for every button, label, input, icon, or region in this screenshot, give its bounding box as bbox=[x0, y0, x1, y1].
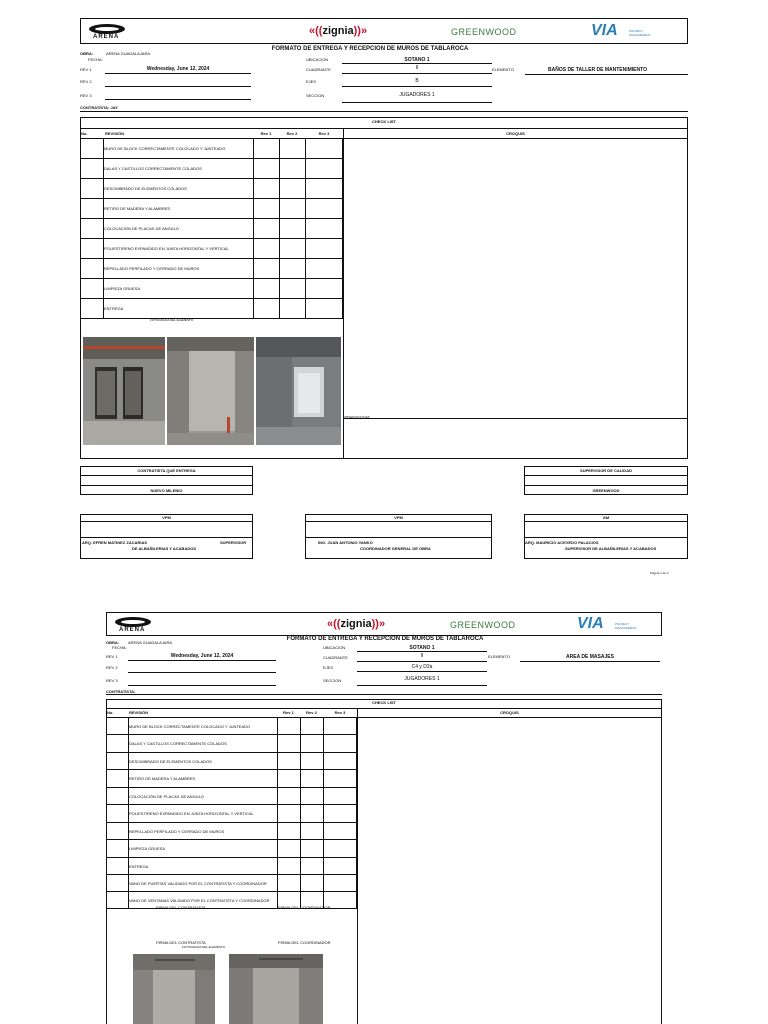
page-number: Página 1 de 4 bbox=[650, 571, 669, 575]
supervisor-calidad-value: GREENWOOD bbox=[592, 488, 620, 493]
zignia-logo-text: zignia bbox=[322, 25, 354, 37]
contratista-entrega-line1 bbox=[80, 475, 253, 476]
via-logo-sub2-2: MANAGEMENT bbox=[615, 626, 637, 630]
rev3-checkbox[interactable] bbox=[323, 858, 357, 875]
row-number-border bbox=[103, 259, 104, 279]
rev1-checkbox[interactable] bbox=[253, 299, 279, 319]
arena-logo-text: ARENA bbox=[93, 34, 120, 40]
fotos-label-2: FOTOGRAFÍA DEL ELEMENTO bbox=[182, 945, 226, 949]
checklist-title-line bbox=[80, 128, 688, 129]
checklist-item-label: DESCIMBRADO DE ELEMENTOS COLADOS bbox=[104, 186, 187, 191]
photo-4 bbox=[133, 954, 215, 1024]
row-number-border bbox=[103, 219, 104, 239]
rev3-checkbox[interactable] bbox=[305, 139, 343, 159]
obra-value-2: ARENA GUADALAJARA bbox=[128, 640, 173, 645]
checklist-row bbox=[80, 279, 343, 299]
rev3-checkbox[interactable] bbox=[305, 159, 343, 179]
checklist-item-label: RETIRO DE MADERA Y ALAMBRES bbox=[104, 206, 171, 211]
sig3-head: GM bbox=[602, 515, 610, 520]
elemento-line-2 bbox=[520, 661, 660, 662]
checklist-row bbox=[106, 753, 357, 770]
row-number-border bbox=[103, 299, 104, 319]
contratista-label-2: CONTRATISTA: bbox=[106, 689, 136, 694]
rev1-label: REV 1 bbox=[80, 67, 92, 72]
row-end-border bbox=[356, 753, 357, 770]
photo-5 bbox=[229, 954, 323, 1024]
fotos-label: FOTOGRAFÍA DEL ELEMENTO bbox=[150, 318, 194, 322]
rev2-checkbox[interactable] bbox=[279, 299, 305, 319]
row-number-border bbox=[128, 718, 129, 735]
photo-3 bbox=[256, 337, 341, 445]
rev1-checkbox[interactable] bbox=[253, 279, 279, 299]
row-end-border bbox=[356, 875, 357, 892]
row-number-border bbox=[128, 875, 129, 892]
cuadrante-value: II bbox=[415, 65, 419, 71]
greenwood-logo: GREENWOOD bbox=[451, 27, 517, 37]
row-end-border bbox=[342, 259, 343, 279]
checklist-row bbox=[80, 299, 343, 319]
rev3-checkbox[interactable] bbox=[323, 788, 357, 805]
zignia-logo-text-2: zignia bbox=[340, 618, 372, 630]
sig1-role-a: SUPERVISOR bbox=[220, 540, 247, 545]
contratista-label: CONTRATISTA: JAY bbox=[80, 105, 118, 110]
checklist-item-label: ENTREGA bbox=[104, 306, 124, 311]
header-logos bbox=[80, 18, 688, 44]
rev1-value-2: Wednesday, June 12, 2024 bbox=[170, 653, 234, 659]
sig1-role-b: DE ALBAÑILERIAS Y ACABADOS bbox=[132, 546, 197, 551]
col-rev2: Rev 2 bbox=[286, 131, 298, 136]
checklist-row bbox=[106, 770, 357, 788]
checklist-item-label: ENTREGA bbox=[129, 863, 149, 869]
checklist-item-label: REPELLADO PERFILADO Y CERRADO DE MUROS bbox=[104, 266, 200, 271]
greenwood-logo-2: GREENWOOD bbox=[450, 620, 516, 630]
rev1-checkbox[interactable] bbox=[277, 735, 300, 753]
checklist-row bbox=[106, 858, 357, 875]
rev1-label-2: REV 1 bbox=[106, 654, 118, 659]
row-end-border bbox=[356, 823, 357, 840]
rev3-checkbox[interactable] bbox=[323, 718, 357, 735]
row-end-border bbox=[356, 805, 357, 823]
row-end-border bbox=[342, 199, 343, 219]
rev2-checkbox[interactable] bbox=[300, 840, 323, 858]
checklist-row bbox=[106, 788, 357, 805]
sig3-head-line bbox=[524, 521, 688, 522]
rev2-checkbox[interactable] bbox=[279, 259, 305, 279]
photo-2-image bbox=[167, 337, 254, 445]
photo-4-image bbox=[133, 954, 215, 1024]
row-end-border bbox=[342, 239, 343, 259]
col-rev1-2: Rev 1 bbox=[283, 710, 294, 715]
croquis-divider bbox=[343, 128, 344, 459]
checklist-row bbox=[80, 139, 343, 159]
supervisor-calidad-line1 bbox=[524, 475, 688, 476]
arena-logo-text-2: ARENA bbox=[119, 627, 146, 633]
firma-coordinador-label: FIRMA DEL COORDINADOR bbox=[278, 905, 331, 910]
rev1-checkbox[interactable] bbox=[253, 159, 279, 179]
firma-contratista-label: FIRMA DEL CONTRATISTA bbox=[156, 905, 206, 910]
row-number-border bbox=[128, 805, 129, 823]
rev2-label: REV 2 bbox=[80, 79, 92, 84]
rev2-label-2: REV 2 bbox=[106, 665, 118, 670]
rev2-checkbox[interactable] bbox=[300, 788, 323, 805]
checklist-item-label: POLIESTIRENO EXPANDIDO EN JUNTA HORIZONTAL Y VERTICAL bbox=[104, 246, 229, 251]
row-number-border bbox=[103, 239, 104, 259]
col-rev3: Rev 3 bbox=[318, 131, 330, 136]
row-end-border bbox=[356, 892, 357, 909]
observaciones-line bbox=[343, 418, 688, 419]
rev1-line bbox=[105, 73, 251, 74]
rev3-checkbox[interactable] bbox=[305, 259, 343, 279]
rev1-checkbox[interactable] bbox=[277, 770, 300, 788]
row-number-border bbox=[128, 788, 129, 805]
ubicacion-line-2 bbox=[357, 651, 487, 652]
sig1-head-line bbox=[80, 521, 253, 522]
row-number-border bbox=[103, 179, 104, 199]
rev2-checkbox[interactable] bbox=[279, 239, 305, 259]
checklist-row bbox=[80, 179, 343, 199]
col-croquis: CROQUIS bbox=[506, 131, 525, 136]
rev2-checkbox[interactable] bbox=[300, 823, 323, 840]
contratista-line-2 bbox=[106, 694, 662, 695]
elemento-label-2: ELEMENTO bbox=[488, 654, 510, 659]
obra-value: ARENA GUADALAJARA bbox=[106, 51, 151, 56]
sig2-role: COORDINADOR GENERAL DE OBRA bbox=[360, 546, 431, 551]
checklist-row bbox=[80, 219, 343, 239]
row-end-border bbox=[342, 139, 343, 159]
row-end-border bbox=[356, 770, 357, 788]
checklist-item-label: REPELLADO PERFILADO Y CERRADO DE MUROS bbox=[129, 828, 225, 834]
rev1-checkbox[interactable] bbox=[253, 219, 279, 239]
ubicacion-value: SOTANO 1 bbox=[404, 57, 430, 63]
eje-value: B bbox=[415, 78, 419, 84]
row-number-border bbox=[103, 139, 104, 159]
elemento-line bbox=[525, 74, 688, 75]
checklist-row bbox=[80, 259, 343, 279]
checklist-item-label: COLOCACIÓN DE PLACAS DE ANGULO bbox=[104, 226, 179, 231]
checklist-title-line-2 bbox=[106, 708, 662, 709]
checklist-row bbox=[106, 840, 357, 858]
checklist-item-label: VANO DE PUERTAS VALIDADO POR EL CONTRATISTA Y COORDINADOR bbox=[129, 880, 267, 886]
photo-1-image bbox=[83, 337, 165, 445]
checklist-item-label: MURO DE BLOCK CORRECTAMENTE COLOCADO Y JUNTEADO bbox=[129, 723, 251, 729]
rev3-checkbox[interactable] bbox=[323, 735, 357, 753]
ubicacion-label: UBICACION bbox=[306, 57, 329, 62]
checklist-item-label: LIMPIEZA GRUESA bbox=[129, 846, 166, 851]
checklist-item-label: COLOCACIÓN DE PLACAS DE ANGULO bbox=[129, 793, 204, 799]
rev3-checkbox[interactable] bbox=[323, 875, 357, 892]
rev3-label-2: REV 3 bbox=[106, 678, 118, 683]
rev1-checkbox[interactable] bbox=[277, 805, 300, 823]
via-logo-sub1-2: PROJECT bbox=[615, 622, 630, 626]
cuadrante-value-2: II bbox=[420, 653, 424, 659]
eje-line bbox=[342, 86, 492, 87]
checklist-row bbox=[106, 805, 357, 823]
row-end-border bbox=[356, 858, 357, 875]
checklist-item-label: RETIRO DE MADERA Y ALAMBRES bbox=[129, 776, 196, 781]
sig2-head: VPM bbox=[394, 515, 403, 520]
seccion-label-2: SECCION bbox=[323, 678, 342, 683]
col-revision: REVISIÓN bbox=[105, 131, 125, 136]
rev1-checkbox[interactable] bbox=[277, 858, 300, 875]
rev3-checkbox[interactable] bbox=[305, 279, 343, 299]
row-end-border bbox=[342, 179, 343, 199]
fecha-label: FECHA: bbox=[88, 57, 103, 62]
row-end-border bbox=[342, 219, 343, 239]
rev2-checkbox[interactable] bbox=[279, 179, 305, 199]
rev1-checkbox[interactable] bbox=[253, 139, 279, 159]
row-number-border bbox=[128, 858, 129, 875]
seccion-value: JUGADORES 1 bbox=[399, 92, 435, 98]
rev1-checkbox[interactable] bbox=[277, 823, 300, 840]
photo-1 bbox=[83, 337, 165, 445]
checklist-row bbox=[80, 199, 343, 219]
observaciones-label: OBSERVACIONES bbox=[344, 415, 370, 419]
sig3-role: SUPERVISOR DE ALBAÑILERIAS Y ACABADOS bbox=[565, 546, 657, 551]
row-end-border bbox=[356, 718, 357, 735]
row-number-border bbox=[128, 770, 129, 788]
header-logos-2 bbox=[106, 612, 662, 636]
rev1-checkbox[interactable] bbox=[277, 718, 300, 735]
row-end-border bbox=[342, 279, 343, 299]
form-title: FORMATO DE ENTREGA Y RECEPCION DE MUROS DE TABLAROCA bbox=[271, 46, 469, 52]
contratista-entrega-line2 bbox=[80, 485, 253, 486]
photo-2 bbox=[167, 337, 254, 445]
cuadrante-label-2: CUADRANTE bbox=[323, 655, 348, 660]
sig1-name: ARQ. EFREN MATINEZ ZACARIAS bbox=[82, 540, 148, 545]
eje-value-2: C4 y D2a bbox=[411, 664, 433, 670]
arena-logo-2 bbox=[113, 615, 153, 635]
croquis-divider-2 bbox=[357, 708, 358, 1024]
sig3-sign-line bbox=[524, 537, 688, 538]
checklist-item-label: DALAS Y CASTILLOS CORRECTAMENTE COLADOS bbox=[129, 741, 227, 746]
eje-label-2: EJES bbox=[323, 665, 334, 670]
rev3-checkbox[interactable] bbox=[305, 219, 343, 239]
row-number-border bbox=[103, 279, 104, 299]
via-logo-text-2: VIA bbox=[577, 615, 604, 632]
cuadrante-label: CUADRANTE bbox=[306, 67, 331, 72]
checklist-row bbox=[106, 718, 357, 735]
sig2-head-line bbox=[305, 521, 492, 522]
rev3-checkbox[interactable] bbox=[323, 840, 357, 858]
row-number-border bbox=[103, 159, 104, 179]
rev1-checkbox[interactable] bbox=[253, 199, 279, 219]
fecha-label-2: FECHA: bbox=[112, 645, 127, 650]
eje-line-2 bbox=[357, 671, 487, 672]
sig3-name: ARQ. MAURICIO ACEVEDO PALACIOS bbox=[525, 540, 599, 545]
rev2-checkbox[interactable] bbox=[279, 139, 305, 159]
row-number-border bbox=[103, 199, 104, 219]
firma-coordinador-label: FIRMA DEL COORDINADOR bbox=[278, 940, 331, 945]
checklist-row bbox=[106, 735, 357, 753]
cuadrante-line-2 bbox=[357, 661, 487, 662]
page-2 bbox=[0, 590, 768, 1024]
sig2-sign-line bbox=[305, 537, 492, 538]
rev3-checkbox[interactable] bbox=[323, 753, 357, 770]
contratista-entrega-value: NUEVO MILENIO bbox=[150, 488, 183, 493]
row-number-border bbox=[128, 753, 129, 770]
via-logo-2 bbox=[577, 615, 647, 635]
elemento-value: BAÑOS DE TALLER DE MANTENIMIENTO bbox=[548, 67, 647, 73]
contratista-line bbox=[80, 111, 688, 112]
checklist-item-label: POLIESTIRENO EXPANDIDO EN JUNTA HORIZONTAL Y VERTICAL bbox=[129, 811, 254, 816]
rev1-line-2 bbox=[128, 660, 276, 661]
supervisor-calidad-line2 bbox=[524, 485, 688, 486]
via-logo-text: VIA bbox=[591, 22, 618, 39]
rev2-checkbox[interactable] bbox=[300, 858, 323, 875]
row-end-border bbox=[356, 788, 357, 805]
rev3-checkbox[interactable] bbox=[305, 199, 343, 219]
rev3-checkbox[interactable] bbox=[323, 805, 357, 823]
rev1-checkbox[interactable] bbox=[253, 239, 279, 259]
rev3-checkbox[interactable] bbox=[305, 179, 343, 199]
rev2-checkbox[interactable] bbox=[300, 875, 323, 892]
checklist-item-label: LIMPIEZA GRUESA bbox=[104, 286, 141, 291]
rev3-checkbox[interactable] bbox=[323, 770, 357, 788]
rev2-checkbox[interactable] bbox=[279, 279, 305, 299]
rev3-checkbox[interactable] bbox=[305, 239, 343, 259]
checklist-row bbox=[80, 239, 343, 259]
rev1-checkbox[interactable] bbox=[277, 840, 300, 858]
checklist-title: CHECK LIST bbox=[372, 119, 396, 124]
supervisor-calidad-label: SUPERVISOR DE CALIDAD bbox=[580, 468, 632, 473]
seccion-label: SECCION bbox=[306, 93, 325, 98]
via-logo-sub2: MANAGEMENT bbox=[629, 33, 651, 37]
arena-logo bbox=[87, 22, 127, 42]
rev3-line bbox=[105, 99, 251, 100]
photo-5-image bbox=[229, 954, 323, 1024]
seccion-line bbox=[342, 102, 492, 103]
col-rev2-2: Rev 2 bbox=[306, 710, 317, 715]
contratista-entrega-label: CONTRATISTA QUE ENTREGA bbox=[137, 468, 196, 473]
rev2-checkbox[interactable] bbox=[300, 718, 323, 735]
rev2-checkbox[interactable] bbox=[279, 219, 305, 239]
rev3-line-2 bbox=[128, 685, 276, 686]
rev3-checkbox[interactable] bbox=[323, 823, 357, 840]
rev2-checkbox[interactable] bbox=[279, 159, 305, 179]
checklist-row bbox=[80, 159, 343, 179]
sig1-sign-line bbox=[80, 537, 253, 538]
checklist-row bbox=[106, 823, 357, 840]
rev1-checkbox[interactable] bbox=[277, 753, 300, 770]
col-no: No. bbox=[81, 131, 88, 136]
obra-label: OBRA: bbox=[80, 51, 94, 56]
zignia-logo: «((zignia))» bbox=[309, 25, 368, 37]
ubicacion-line bbox=[342, 63, 492, 64]
seccion-value-2: JUGADORES 1 bbox=[404, 676, 440, 682]
row-end-border bbox=[356, 840, 357, 858]
rev2-line-2 bbox=[128, 672, 276, 673]
checklist-title-2: CHECK LIST bbox=[372, 700, 396, 705]
col-rev3-2: Rev 3 bbox=[334, 710, 346, 715]
row-end-border bbox=[342, 299, 343, 319]
col-rev1: Rev 1 bbox=[260, 131, 272, 136]
rev1-checkbox[interactable] bbox=[253, 179, 279, 199]
rev1-checkbox[interactable] bbox=[277, 875, 300, 892]
photo-3-image bbox=[256, 337, 341, 445]
rev1-checkbox[interactable] bbox=[253, 259, 279, 279]
col-revision-2: REVISIÓN bbox=[129, 710, 149, 715]
row-number-border bbox=[128, 823, 129, 840]
row-number-border bbox=[128, 892, 129, 909]
checklist-item-label: MURO DE BLOCK CORRECTAMENTE COLOCADO Y JUNTEADO bbox=[104, 146, 226, 151]
ubicacion-value-2: SOTANO 1 bbox=[409, 645, 435, 651]
firma-contratista-label: FIRMA DEL CONTRATISTA bbox=[156, 940, 206, 945]
row-end-border bbox=[342, 159, 343, 179]
rev2-checkbox[interactable] bbox=[300, 735, 323, 753]
rev3-label: REV 3 bbox=[80, 93, 92, 98]
form-title-2: FORMATO DE ENTREGA Y RECEPCION DE MUROS DE TABLAROCA bbox=[286, 636, 484, 642]
zignia-logo-2: «((zignia))» bbox=[327, 618, 386, 630]
elemento-label: ELEMENTO bbox=[492, 67, 514, 72]
via-logo bbox=[591, 22, 661, 42]
rev1-value: Wednesday, June 12, 2024 bbox=[146, 66, 210, 72]
checklist-item-label: DALAS Y CASTILLOS CORRECTAMENTE COLADOS bbox=[104, 166, 202, 171]
elemento-value-2: AREA DE MASAJES bbox=[566, 654, 614, 660]
rev2-line bbox=[105, 86, 251, 87]
rev1-checkbox[interactable] bbox=[277, 788, 300, 805]
eje-label: EJES bbox=[306, 79, 317, 84]
via-logo-sub1: PROJECT bbox=[629, 29, 644, 33]
row-end-border bbox=[356, 735, 357, 753]
rev2-checkbox[interactable] bbox=[300, 805, 323, 823]
obra-label-2: OBRA: bbox=[106, 640, 120, 645]
rev3-checkbox[interactable] bbox=[305, 299, 343, 319]
rev2-checkbox[interactable] bbox=[279, 199, 305, 219]
checklist-item-label: VANO DE VENTANAS VALIDADO POR EL CONTRATISTA Y COORDINADOR bbox=[129, 897, 270, 903]
rev2-checkbox[interactable] bbox=[300, 770, 323, 788]
row-number-border bbox=[128, 735, 129, 753]
row-number-border bbox=[128, 840, 129, 858]
rev2-checkbox[interactable] bbox=[300, 753, 323, 770]
col-croquis-2: CROQUIS bbox=[500, 710, 519, 715]
col-no-2: No. bbox=[107, 710, 114, 715]
seccion-line-2 bbox=[357, 685, 487, 686]
checklist-row bbox=[106, 875, 357, 892]
sig2-name: ING. JUAN ANTONIO YANKO bbox=[318, 540, 373, 545]
ubicacion-label-2: UBICACION bbox=[323, 645, 346, 650]
cuadrante-line bbox=[342, 73, 492, 74]
sig1-head: VPM bbox=[162, 515, 171, 520]
checklist-item-label: DESCIMBRADO DE ELEMENTOS COLADOS bbox=[129, 758, 212, 764]
